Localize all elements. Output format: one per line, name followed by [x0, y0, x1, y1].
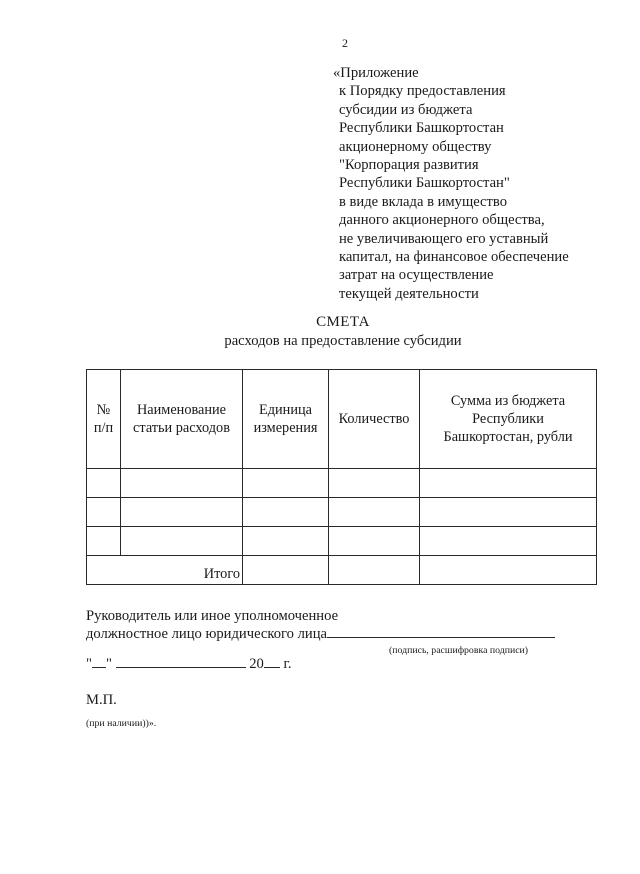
table-row	[87, 469, 597, 498]
appendix-line: Республики Башкортостан	[339, 120, 504, 137]
cell-sum[interactable]	[420, 469, 597, 498]
appendix-line: акционерному обществу	[339, 138, 492, 155]
signature-field[interactable]	[327, 625, 555, 638]
cell-unit[interactable]	[243, 498, 329, 527]
cell-unit[interactable]	[243, 469, 329, 498]
header-sum-line: Республики	[472, 411, 544, 427]
header-unit	[243, 370, 329, 469]
cell-num[interactable]	[87, 498, 121, 527]
cell-unit[interactable]	[243, 527, 329, 556]
header-unit-line: измерения	[253, 420, 318, 436]
page-number: 2	[342, 36, 348, 50]
table-row	[87, 498, 597, 527]
header-num	[87, 370, 121, 469]
appendix-line: «Приложение	[333, 65, 419, 81]
date-open-quote: "	[86, 656, 92, 672]
signature-hint: (подпись, расшифровка подписи)	[389, 645, 529, 656]
header-num-line: п/п	[93, 420, 114, 436]
date-year-field[interactable]	[264, 655, 280, 668]
date-month-field[interactable]	[116, 655, 246, 668]
cell-num[interactable]	[87, 527, 121, 556]
document-subtitle: расходов на предоставление субсидии	[224, 333, 462, 349]
cell-sum[interactable]	[420, 527, 597, 556]
header-sum-line: Сумма из бюджета	[450, 393, 566, 409]
header-name-line: статьи расходов	[133, 420, 230, 436]
appendix-line: субсидии из бюджета	[339, 101, 473, 118]
cell-name[interactable]	[121, 527, 243, 556]
appendix-line: текущей деятельности	[339, 285, 479, 302]
header-qty-line: Количество	[338, 411, 410, 427]
date-line	[86, 655, 292, 673]
cell-name[interactable]	[121, 469, 243, 498]
appendix-header	[333, 64, 569, 303]
document-title: СМЕТА	[316, 314, 370, 330]
stamp-label: М.П.	[86, 692, 117, 708]
appendix-line: капитал, на финансовое обеспечение	[339, 249, 569, 266]
cell-sum[interactable]	[420, 498, 597, 527]
estimate-table	[86, 369, 597, 585]
total-sum-cell[interactable]	[420, 556, 597, 585]
date-close-quote: "	[105, 656, 112, 672]
appendix-line: в виде вклада в имущество	[339, 193, 507, 210]
appendix-line: данного акционерного общества,	[339, 212, 545, 229]
header-sum-line: Башкортостан, рубли	[443, 429, 573, 445]
appendix-line: не увеличивающего его уставный	[339, 230, 549, 247]
header-name-line: Наименование	[136, 402, 227, 418]
header-name	[121, 370, 243, 469]
cell-num[interactable]	[87, 469, 121, 498]
table-header-row	[87, 370, 597, 469]
cell-qty[interactable]	[329, 498, 420, 527]
total-row	[87, 556, 597, 585]
total-unit-cell[interactable]	[243, 556, 329, 585]
signature-line-2: должностное лицо юридического лица	[86, 626, 327, 642]
total-label: Итого	[87, 556, 243, 585]
appendix-line: "Корпорация развития	[339, 157, 479, 174]
header-num-line: №	[96, 402, 111, 418]
stamp-hint: (при наличии))».	[86, 718, 157, 729]
appendix-line: к Порядку предоставления	[339, 83, 506, 100]
signature-block	[86, 607, 555, 643]
cell-qty[interactable]	[329, 527, 420, 556]
table-row	[87, 527, 597, 556]
appendix-line: Республики Башкортостан"	[339, 175, 510, 192]
header-unit-line: Единица	[259, 402, 312, 418]
total-qty-cell[interactable]	[329, 556, 420, 585]
date-year-prefix: 20	[249, 656, 264, 672]
cell-name[interactable]	[121, 498, 243, 527]
signature-line-1: Руководитель или иное уполномоченное	[86, 608, 339, 624]
date-day-field[interactable]	[92, 655, 106, 668]
header-qty	[329, 370, 420, 469]
cell-qty[interactable]	[329, 469, 420, 498]
header-sum	[420, 370, 597, 469]
signature-line-2-wrap	[86, 625, 555, 643]
date-year-suffix: г.	[283, 656, 292, 672]
appendix-line: затрат на осуществление	[339, 267, 494, 284]
